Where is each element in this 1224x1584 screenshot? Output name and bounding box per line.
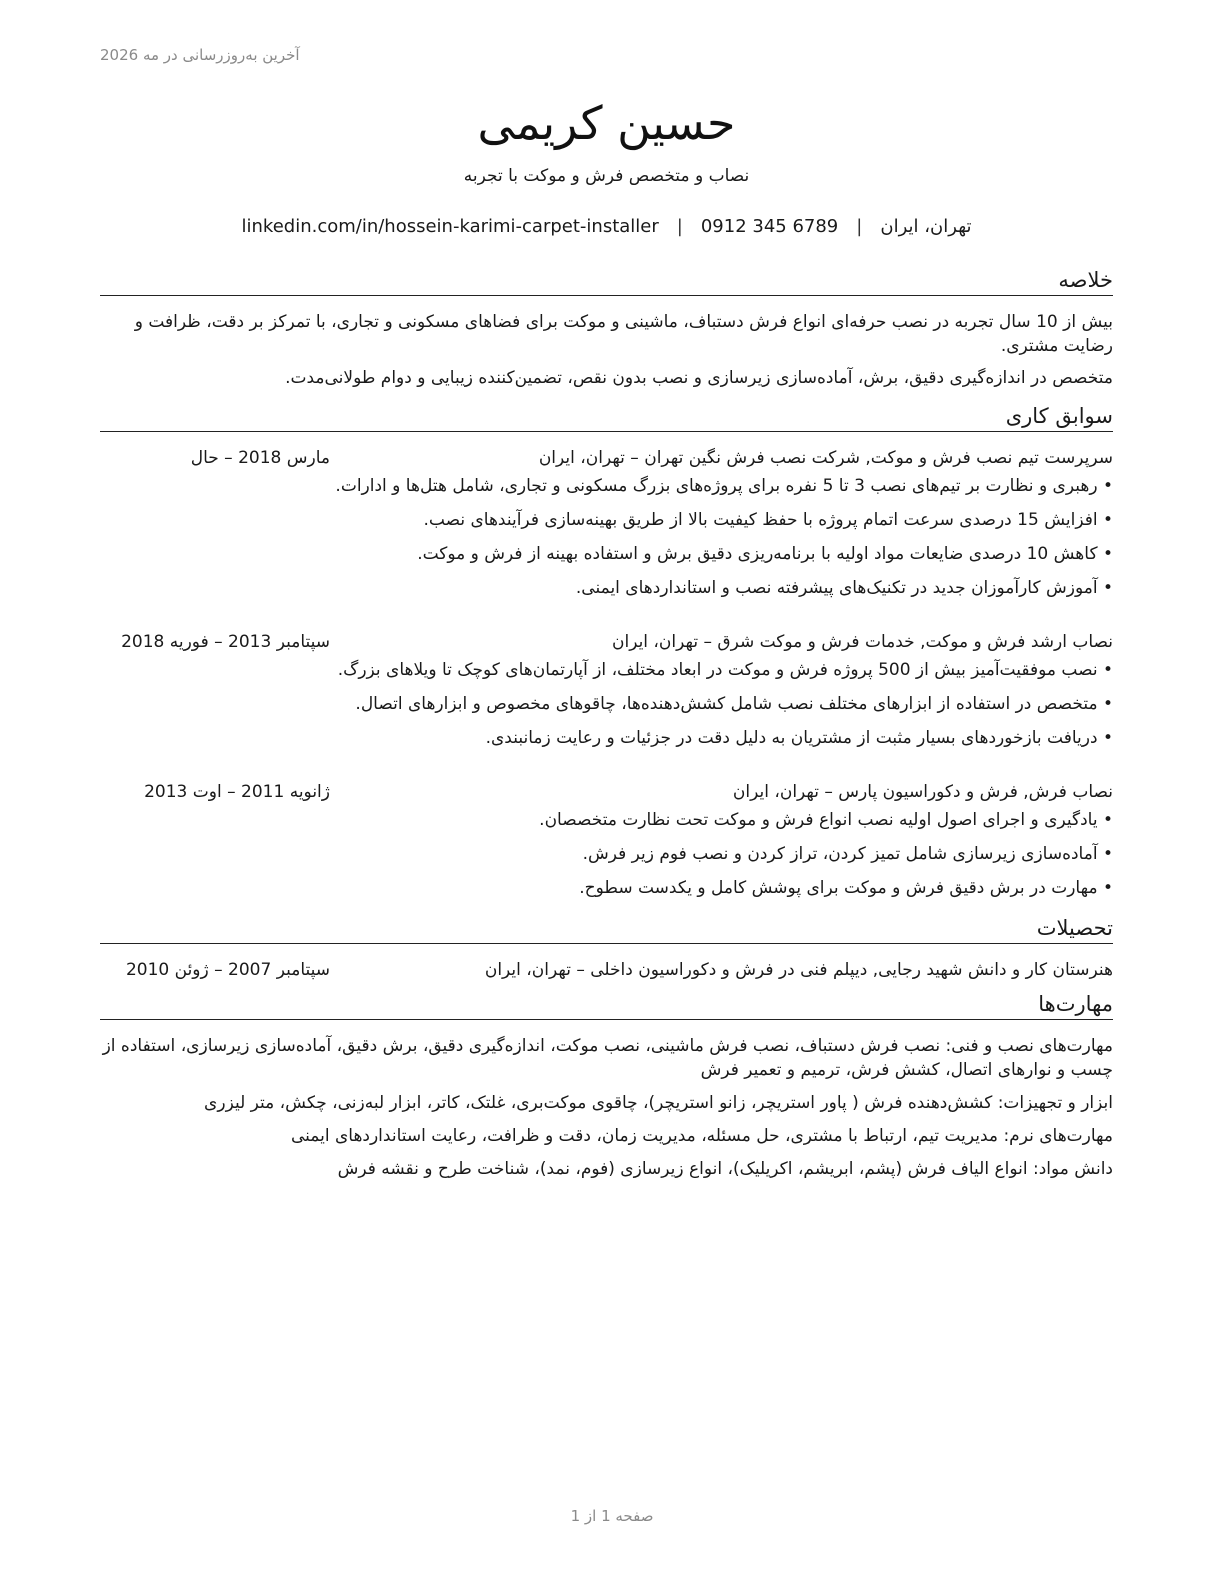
summary-paragraph: بیش از 10 سال تجربه در نصب حرفه‌ای انواع فرش دستباف، ماشینی و موکت برای فضاهای مسکونی و تجاری، با تمرکز بر دقت، ظرافت و رضایت مشتری.: [134, 312, 1113, 356]
skills-line: مهارت‌های نرم: مدیریت تیم، ارتباط با مشتری، حل مسئله، مدیریت زمان، دقت و ظرافت، رعایت استانداردهای ایمنی: [290, 1126, 1113, 1146]
education-dates: سپتامبر 2007 – ژوئن 2010: [125, 960, 330, 980]
skills-line: مهارت‌های نصب و فنی: نصب فرش دستباف، نصب فرش ماشینی، نصب موکت، اندازه‌گیری دقیق، برش دقیق، آماده‌سازی زیرسازی، استفاده از چسب و نوارهای اتصال، کشش فرش، ترمیم و تعمیر فرش: [102, 1036, 1113, 1080]
skills-line: دانش مواد: انواع الیاف فرش (پشم، ابریشم، اکریلیک)، انواع زیرسازی (فوم، نمد)، شناخت طرح و نقشه فرش: [337, 1159, 1113, 1179]
job-role: نصاب فرش, فرش و دکوراسیون پارس – تهران، ایران: [732, 782, 1113, 802]
education-section: [100, 914, 1113, 982]
job-bullet: • متخصص در استفاده از ابزارهای مختلف نصب شامل کشش‌دهنده‌ها، چاقوهای مخصوص و ابزارهای اتصال.: [100, 692, 1113, 716]
job-header: [100, 630, 1113, 654]
job-bullet: • افزایش 15 درصدی سرعت اتمام پروژه با حفظ کیفیت بالا از طریق بهینه‌سازی فرآیندهای نصب.: [100, 508, 1113, 532]
section-title-skills: مهارت‌ها: [100, 990, 1113, 1020]
last-updated-note: آخرین به‌روزرسانی در مه 2026: [100, 46, 300, 64]
contact-line: [100, 214, 1113, 240]
job-bullet: • آماده‌سازی زیرسازی شامل تمیز کردن، تراز کردن و نصب فوم زیر فرش.: [100, 842, 1113, 866]
job-bullet: • مهارت در برش دقیق فرش و موکت برای پوشش کامل و یکدست سطوح.: [100, 876, 1113, 900]
candidate-name: حسین کریمی: [477, 96, 736, 150]
contact-phone[interactable]: 0912 345 6789: [700, 216, 839, 237]
section-title-education: تحصیلات: [100, 914, 1113, 944]
job-bullet: • رهبری و نظارت بر تیم‌های نصب 3 تا 5 نفره برای پروژه‌های بزرگ مسکونی و تجاری، شامل هتل‌ها و ادارات.: [100, 474, 1113, 498]
job-bullet: • یادگیری و اجرای اصول اولیه نصب انواع فرش و موکت تحت نظارت متخصصان.: [100, 808, 1113, 832]
job-bullets: [100, 808, 1113, 900]
job-bullets: [100, 474, 1113, 600]
job-bullet: • کاهش 10 درصدی ضایعات مواد اولیه با برنامه‌ریزی دقیق برش و استفاده بهینه از فرش و موکت.: [100, 542, 1113, 566]
candidate-subtitle: نصاب و متخصص فرش و موکت با تجربه: [463, 166, 750, 186]
job-bullet: • دریافت بازخوردهای بسیار مثبت از مشتریان به دلیل دقت در جزئیات و رعایت زمانبندی.: [100, 726, 1113, 750]
page-number: صفحه 1 از 1: [570, 1507, 654, 1525]
experience-section: [100, 402, 1113, 900]
job-dates: سپتامبر 2013 – فوریه 2018: [121, 632, 330, 652]
skills-section: [100, 990, 1113, 1181]
summary-paragraph: متخصص در اندازه‌گیری دقیق، برش، آماده‌سازی زیرسازی و نصب بدون نقص، تضمین‌کننده زیبایی و دوام طولانی‌مدت.: [285, 368, 1113, 388]
job-bullets: [100, 658, 1113, 750]
job-header: [100, 446, 1113, 470]
resume-sheet: [100, 90, 1113, 1181]
education-school: هنرستان کار و دانش شهید رجایی, دیپلم فنی در فرش و دکوراسیون داخلی – تهران، ایران: [484, 960, 1113, 980]
job-dates: ژانویه 2011 – اوت 2013: [144, 782, 330, 802]
contact-separator: |: [676, 216, 683, 237]
contact-linkedin-link[interactable]: linkedin.com/in/hossein-karimi-carpet-installer: [241, 216, 659, 237]
job-bullet: • آموزش کارآموزان جدید در تکنیک‌های پیشرفته نصب و استانداردهای ایمنی.: [100, 576, 1113, 600]
section-title-experience: سوابق کاری: [100, 402, 1113, 432]
job-entry: [100, 630, 1113, 750]
section-title-summary: خلاصه: [100, 266, 1113, 296]
job-role: نصاب ارشد فرش و موکت, خدمات فرش و موکت شرق – تهران، ایران: [611, 632, 1113, 652]
contact-separator: |: [856, 216, 863, 237]
summary-section: [100, 266, 1113, 390]
skills-line: ابزار و تجهیزات: کشش‌دهنده فرش ( پاور استریچر، زانو استریچر)، چاقوی موکت‌بری، غلتک، کاتر، ابزار لبه‌زنی، چکش، متر لیزری: [204, 1093, 1113, 1113]
job-entry: [100, 446, 1113, 600]
education-entry: [100, 958, 1113, 982]
job-header: [100, 780, 1113, 804]
contact-location: تهران، ایران: [880, 216, 972, 237]
job-dates: مارس 2018 – حال: [190, 448, 330, 468]
job-bullet: • نصب موفقیت‌آمیز بیش از 500 پروژه فرش و موکت در ابعاد مختلف، از آپارتمان‌های کوچک تا ویلاهای بزرگ.: [100, 658, 1113, 682]
job-entry: [100, 780, 1113, 900]
job-role: سرپرست تیم نصب فرش و موکت, شرکت نصب فرش نگین تهران – تهران، ایران: [538, 448, 1113, 468]
